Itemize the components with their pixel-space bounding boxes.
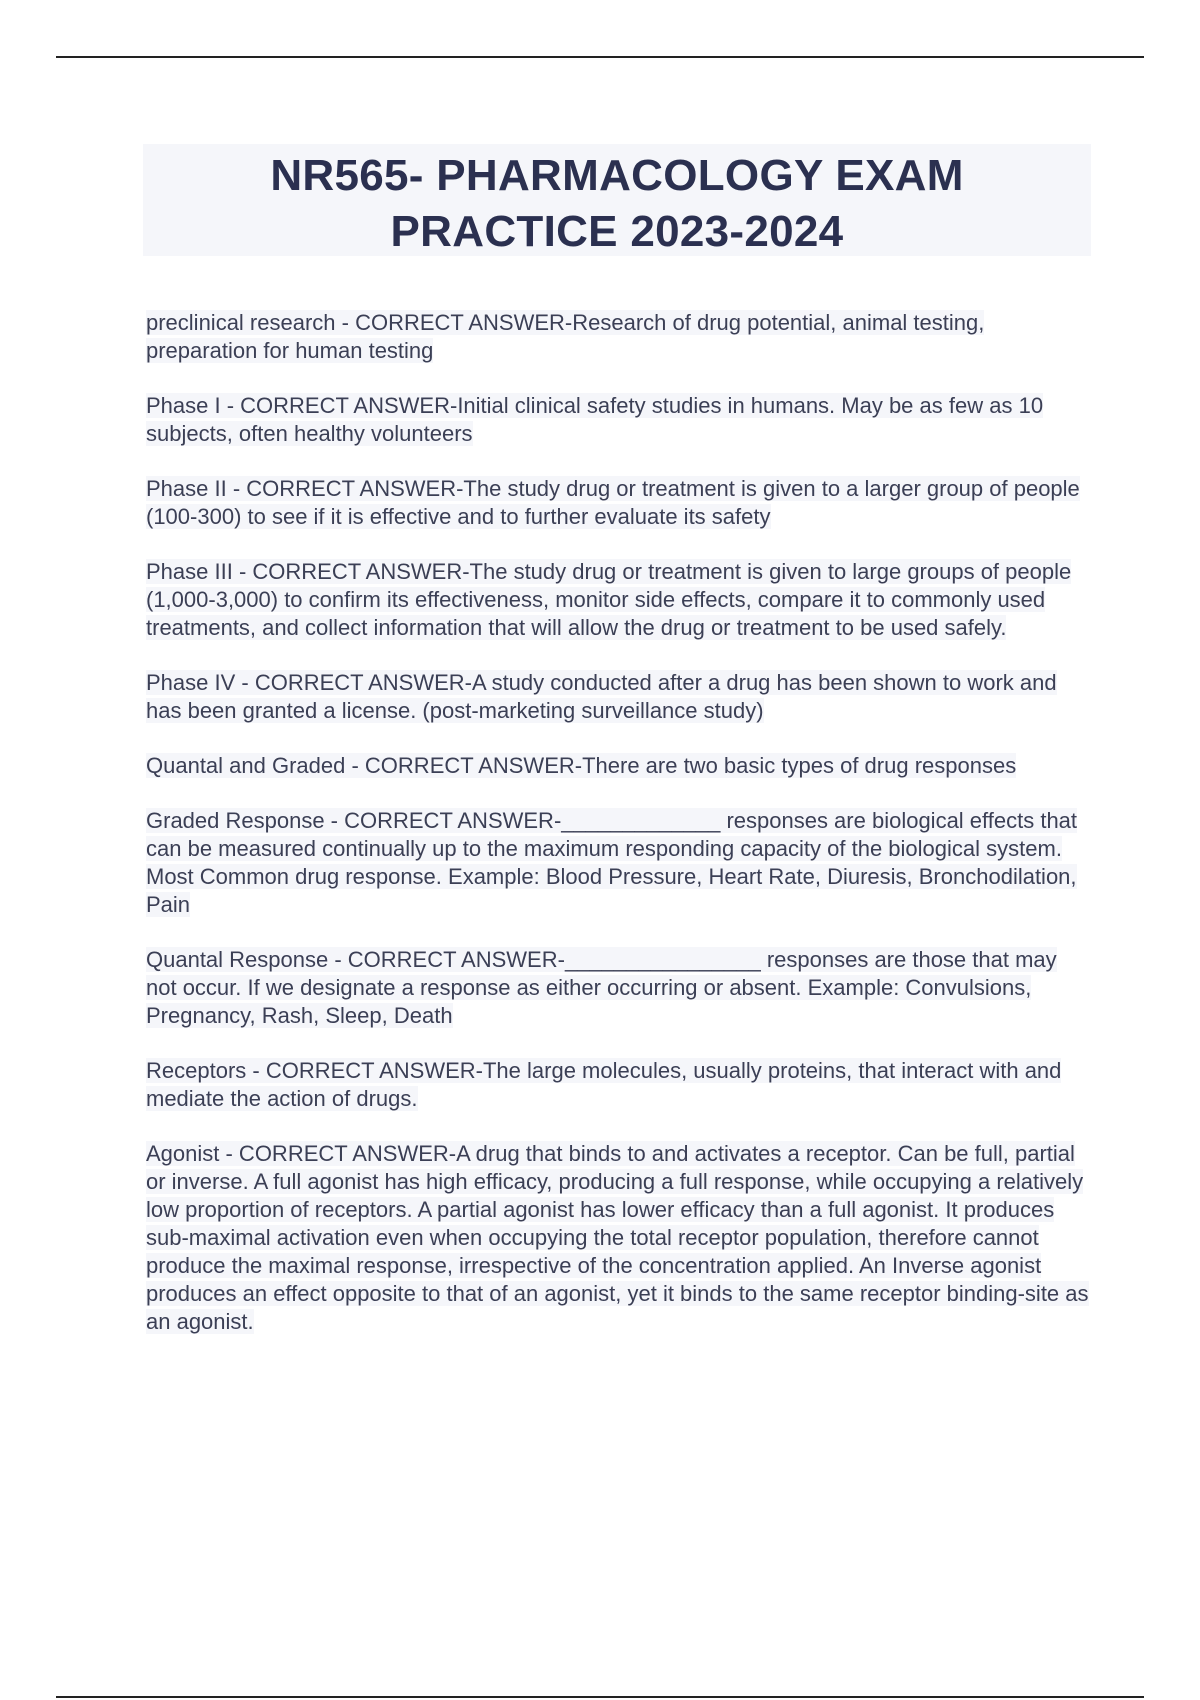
qa-entry-text: Phase IV - CORRECT ANSWER-A study conducted after a drug has been shown to work and has been granted a license. (post-marketing surveillance study) (146, 670, 1057, 723)
qa-entry (146, 309, 1092, 365)
top-rule (56, 56, 1144, 58)
qa-entry (146, 475, 1092, 531)
qa-entry (146, 1140, 1092, 1336)
title-banner (143, 144, 1091, 256)
qa-entry (146, 558, 1092, 642)
qa-entry-text: Quantal and Graded - CORRECT ANSWER-There are two basic types of drug responses (146, 753, 1017, 778)
qa-entry-text: Agonist - CORRECT ANSWER-A drug that binds to and activates a receptor. Can be full, partial or inverse. A full agonist has high efficacy, producing a full response, while occupying a relatively low proportion of receptors. A partial agonist has lower efficacy than a full agonist. It produces sub-maximal activation even when occupying the total receptor population, therefore cannot produce the maximal response, irrespective of the concentration applied. An Inverse agonist produces an effect opposite to that of an agonist, yet it binds to the same receptor binding-site as an agonist. (146, 1141, 1089, 1334)
qa-entry (146, 392, 1092, 448)
qa-entry (146, 669, 1092, 725)
qa-entry (146, 1057, 1092, 1113)
qa-entry-text: Receptors - CORRECT ANSWER-The large molecules, usually proteins, that interact with and mediate the action of drugs. (146, 1058, 1062, 1111)
bottom-rule (56, 1696, 1144, 1698)
page-title-line-2: PRACTICE 2023-2024 (390, 207, 844, 256)
qa-entry-text: preclinical research - CORRECT ANSWER-Research of drug potential, animal testing, preparation for human testing (146, 310, 985, 363)
qa-entry (146, 752, 1092, 780)
qa-entry (146, 946, 1092, 1030)
qa-list (146, 309, 1092, 1363)
qa-entry-text: Phase I - CORRECT ANSWER-Initial clinical safety studies in humans. May be as few as 10 subjects, often healthy volunteers (146, 393, 1044, 446)
qa-entry-text: Quantal Response - CORRECT ANSWER-________________ responses are those that may not occur. If we designate a response as either occurring or absent. Example: Convulsions, Pregnancy, Rash, Sleep, Death (146, 947, 1057, 1028)
qa-entry-text: Graded Response - CORRECT ANSWER-_____________ responses are biological effects that can be measured continually up to the maximum responding capacity of the biological system. Most Common drug response. Example: Blood Pressure, Heart Rate, Diuresis, Bronchodilation, Pain (146, 808, 1078, 917)
qa-entry (146, 807, 1092, 919)
qa-entry-text: Phase III - CORRECT ANSWER-The study drug or treatment is given to large groups of people (1,000-3,000) to confirm its effectiveness, monitor side effects, compare it to commonly used treatments, and collect information that will allow the drug or treatment to be used safely. (146, 559, 1072, 640)
qa-entry-text: Phase II - CORRECT ANSWER-The study drug or treatment is given to a larger group of people (100-300) to see if it is effective and to further evaluate its safety (146, 476, 1080, 529)
page-title-line-1: NR565- PHARMACOLOGY EXAM (270, 151, 964, 200)
